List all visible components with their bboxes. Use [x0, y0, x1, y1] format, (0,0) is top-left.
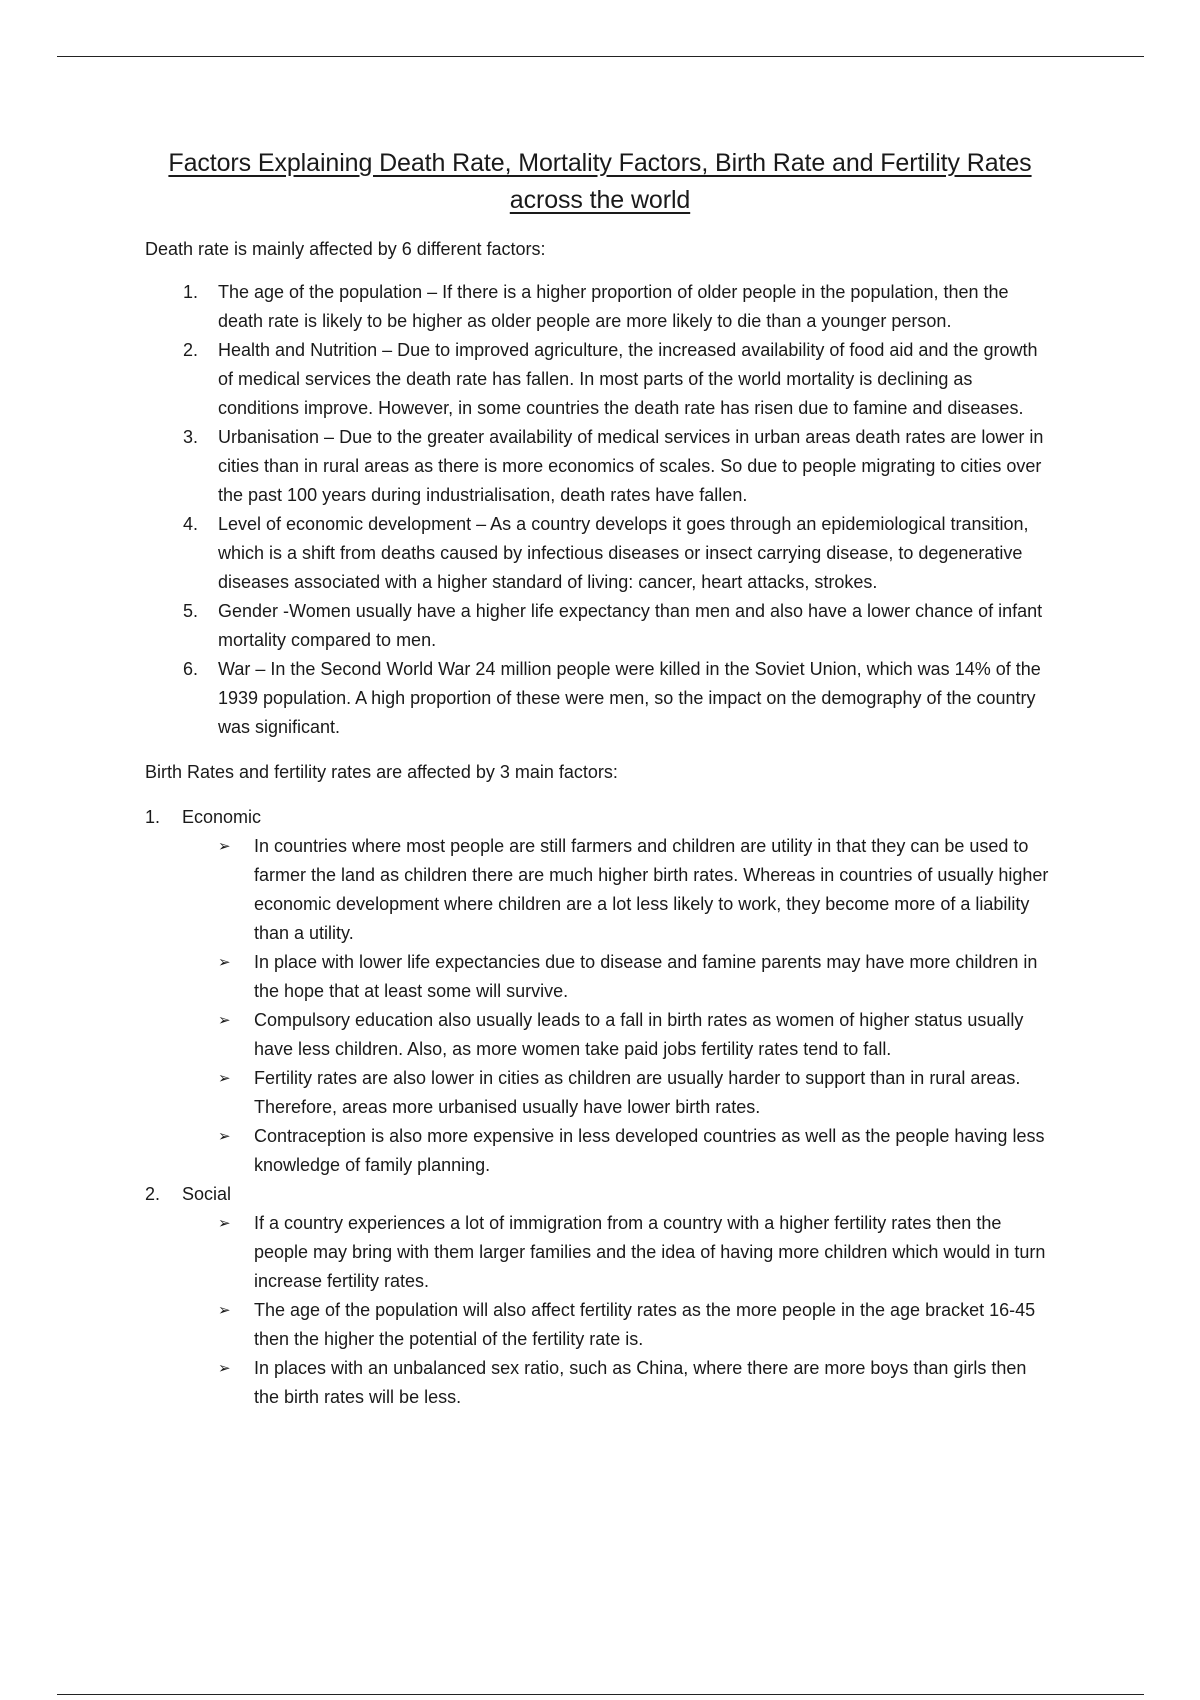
- arrow-bullet-icon: ➢: [218, 954, 231, 971]
- section-heading: 1. Economic: [145, 807, 262, 827]
- social-bullets: [145, 1209, 1055, 1412]
- footer-rule: [57, 1694, 1144, 1695]
- header-rule: [57, 56, 1144, 57]
- list-item: ➢ If a country experiences a lot of immigration from a country with a higher fertility rates then the people may bring with them larger families and the idea of having more children which would in turn increase fertility rates.: [145, 1209, 1055, 1296]
- section-social: [145, 1180, 1055, 1412]
- list-item: ➢ The age of the population will also affect fertility rates as the more people in the age bracket 16-45 then the higher the potential of the fertility rate is.: [145, 1296, 1055, 1354]
- list-item: 3. Urbanisation – Due to the greater availability of medical services in urban areas death rates are lower in cities than in rural areas as there is more economics of scales. So due to people migrating to cities over the past 100 years during industrialisation, death rates have fallen.: [183, 427, 1044, 505]
- death-factors-list: [145, 278, 1055, 742]
- arrow-bullet-icon: ➢: [218, 838, 231, 855]
- list-item: ➢ Compulsory education also usually leads to a fall in birth rates as women of higher status usually have less children. Also, as more women take paid jobs fertility rates tend to fall.: [145, 1006, 1055, 1064]
- arrow-bullet-icon: ➢: [218, 1360, 231, 1377]
- arrow-bullet-icon: ➢: [218, 1070, 231, 1087]
- list-item: ➢ In place with lower life expectancies due to disease and famine parents may have more children in the hope that at least some will survive.: [145, 948, 1055, 1006]
- section-heading: 2. Social: [145, 1184, 232, 1204]
- economic-bullets: [145, 832, 1055, 1180]
- document-page: [145, 145, 1055, 1412]
- arrow-bullet-icon: ➢: [218, 1215, 231, 1232]
- list-item: ➢ Contraception is also more expensive in less developed countries as well as the people having less knowledge of family planning.: [145, 1122, 1055, 1180]
- birth-rate-intro: Birth Rates and fertility rates are affected by 3 main factors:: [145, 762, 618, 782]
- arrow-bullet-icon: ➢: [218, 1302, 231, 1319]
- list-item: ➢ In countries where most people are still farmers and children are utility in that they can be used to farmer the land as children there are much higher birth rates. Whereas in countries of usually higher economic development where children are a lot less likely to work, they become more of a liability than a utility.: [145, 832, 1055, 948]
- list-item: 4. Level of economic development – As a country develops it goes through an epidemiological transition, which is a shift from deaths caused by infectious diseases or insect carrying disease, to degenerative diseases associated with a higher standard of living: cancer, heart attacks, strokes.: [183, 514, 1029, 592]
- section-economic: [145, 803, 1055, 1180]
- list-item: ➢ Fertility rates are also lower in cities as children are usually harder to support than in rural areas. Therefore, areas more urbanised usually have lower birth rates.: [145, 1064, 1055, 1122]
- arrow-bullet-icon: ➢: [218, 1128, 231, 1145]
- list-item: 2. Health and Nutrition – Due to improved agriculture, the increased availability of food aid and the growth of medical services the death rate has fallen. In most parts of the world mortality is declining as conditions improve. However, in some countries the death rate has risen due to famine and diseases.: [183, 340, 1038, 418]
- list-item: ➢ In places with an unbalanced sex ratio, such as China, where there are more boys than girls then the birth rates will be less.: [145, 1354, 1055, 1412]
- arrow-bullet-icon: ➢: [218, 1012, 231, 1029]
- document-title: Factors Explaining Death Rate, Mortality Factors, Birth Rate and Fertility Rates across the world: [168, 149, 1032, 214]
- death-rate-intro: Death rate is mainly affected by 6 different factors:: [145, 239, 546, 259]
- list-item: 6. War – In the Second World War 24 million people were killed in the Soviet Union, which was 14% of the 1939 population. A high proportion of these were men, so the impact on the demography of the country was significant.: [183, 659, 1041, 737]
- list-item: 1. The age of the population – If there is a higher proportion of older people in the population, then the death rate is likely to be higher as older people are more likely to die than a younger person.: [183, 282, 1009, 331]
- list-item: 5. Gender -Women usually have a higher life expectancy than men and also have a lower chance of infant mortality compared to men.: [183, 601, 1043, 650]
